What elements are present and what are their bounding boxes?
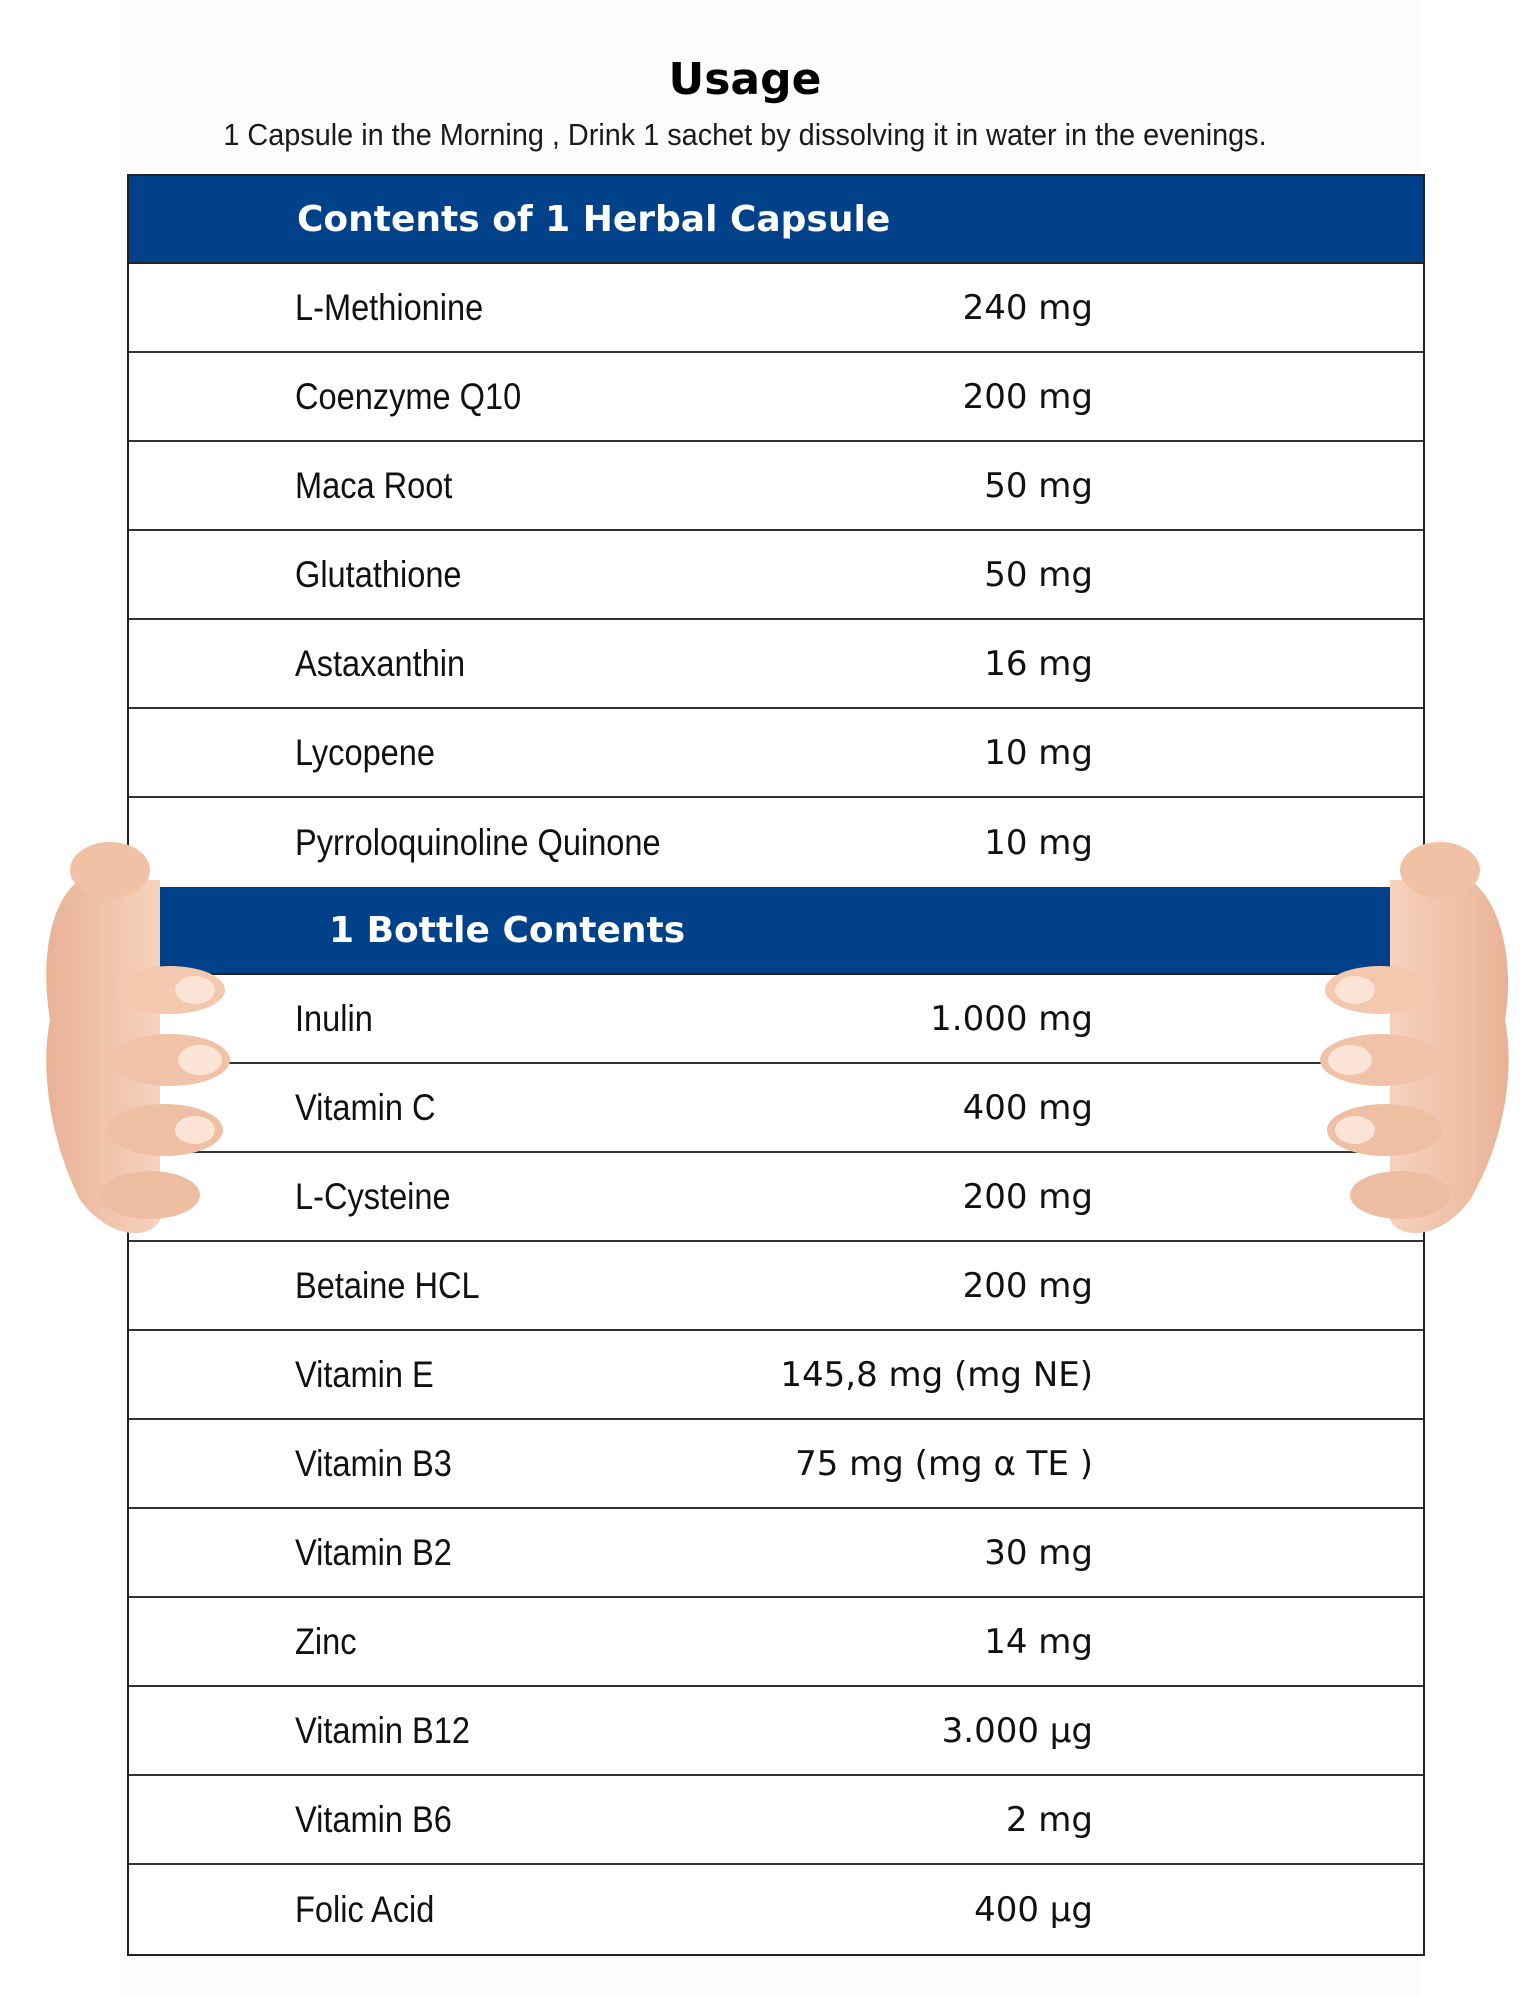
table-row bbox=[129, 1242, 1423, 1331]
capsule-section-header bbox=[129, 176, 1423, 264]
ingredient-amount: 400 µg bbox=[974, 1889, 1093, 1930]
bottle-section-header bbox=[129, 887, 1423, 975]
ingredient-name: Glutathione bbox=[295, 553, 462, 595]
ingredient-amount: 200 mg bbox=[962, 376, 1093, 417]
left-hand-image bbox=[20, 840, 280, 1260]
ingredient-amount: 14 mg bbox=[984, 1621, 1093, 1662]
ingredient-name: Lycopene bbox=[295, 731, 436, 773]
ingredient-name: Coenzyme Q10 bbox=[295, 375, 522, 417]
ingredient-amount: 30 mg bbox=[984, 1532, 1093, 1573]
usage-instructions: 1 Capsule in the Morning , Drink 1 sachet by dissolving it in water in the evenings. bbox=[223, 117, 1267, 152]
usage-title: Usage bbox=[668, 54, 822, 105]
ingredient-name: Vitamin E bbox=[295, 1353, 434, 1395]
table-row bbox=[129, 1153, 1423, 1242]
ingredient-amount: 200 mg bbox=[962, 1265, 1093, 1306]
ingredient-name: Vitamin B2 bbox=[295, 1531, 452, 1573]
ingredient-name: Zinc bbox=[295, 1620, 357, 1662]
ingredient-amount: 1.000 mg bbox=[930, 998, 1093, 1039]
table-row bbox=[129, 709, 1423, 798]
ingredient-name: Vitamin B6 bbox=[295, 1798, 452, 1840]
table-row bbox=[129, 1064, 1423, 1153]
ingredient-name: Inulin bbox=[295, 997, 373, 1039]
ingredient-name: Betaine HCL bbox=[295, 1264, 480, 1306]
ingredient-name: L-Cysteine bbox=[295, 1175, 451, 1217]
ingredient-amount: 10 mg bbox=[984, 822, 1093, 863]
table-row bbox=[129, 531, 1423, 620]
table-row bbox=[129, 1598, 1423, 1687]
ingredient-amount: 75 mg (mg α TE ) bbox=[795, 1443, 1093, 1484]
ingredient-name: Pyrroloquinoline Quinone bbox=[295, 821, 661, 863]
ingredient-name: Astaxanthin bbox=[295, 642, 466, 684]
ingredient-name: Vitamin B3 bbox=[295, 1442, 452, 1484]
table-row bbox=[129, 798, 1423, 887]
right-hand-image bbox=[1270, 840, 1530, 1260]
table-row bbox=[129, 1509, 1423, 1598]
ingredient-amount: 50 mg bbox=[984, 554, 1093, 595]
table-row bbox=[129, 975, 1423, 1064]
ingredient-amount: 2 mg bbox=[1005, 1799, 1093, 1840]
table-row bbox=[129, 1687, 1423, 1776]
ingredient-amount: 200 mg bbox=[962, 1176, 1093, 1217]
ingredient-name: Maca Root bbox=[295, 464, 453, 506]
ingredient-amount: 50 mg bbox=[984, 465, 1093, 506]
table-row bbox=[129, 1420, 1423, 1509]
ingredient-amount: 3.000 µg bbox=[941, 1710, 1093, 1751]
capsule-rows bbox=[129, 264, 1423, 887]
table-row bbox=[129, 1776, 1423, 1865]
ingredient-amount: 400 mg bbox=[962, 1087, 1093, 1128]
contents-table bbox=[127, 174, 1425, 1956]
ingredient-name: Vitamin B12 bbox=[295, 1709, 470, 1751]
table-row bbox=[129, 264, 1423, 353]
bottle-rows bbox=[129, 975, 1423, 1954]
table-row bbox=[129, 442, 1423, 531]
ingredient-amount: 240 mg bbox=[962, 287, 1093, 328]
ingredient-amount: 145,8 mg (mg NE) bbox=[780, 1354, 1093, 1395]
table-row bbox=[129, 1865, 1423, 1954]
ingredient-name: Folic Acid bbox=[295, 1888, 435, 1930]
ingredient-amount: 10 mg bbox=[984, 732, 1093, 773]
table-row bbox=[129, 353, 1423, 442]
table-row bbox=[129, 620, 1423, 709]
ingredient-name: L-Methionine bbox=[295, 286, 484, 328]
ingredient-name: Vitamin C bbox=[295, 1086, 436, 1128]
table-row bbox=[129, 1331, 1423, 1420]
bottle-section-title: 1 Bottle Contents bbox=[329, 909, 686, 951]
capsule-section-title: Contents of 1 Herbal Capsule bbox=[297, 198, 891, 240]
ingredient-amount: 16 mg bbox=[984, 643, 1093, 684]
